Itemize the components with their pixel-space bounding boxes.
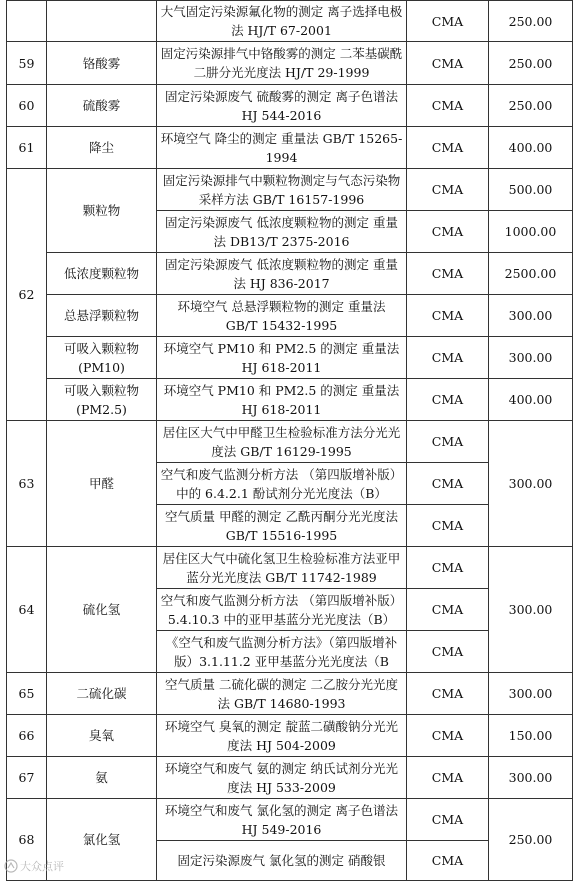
table-row: [7, 715, 573, 757]
certification: CMA: [407, 673, 489, 715]
table-row: [7, 295, 573, 337]
certification: CMA: [407, 379, 489, 421]
method-standard: 固定污染源废气 低浓度颗粒物的测定 重量法 DB13/T 2375-2016: [157, 211, 407, 253]
method-standard: 居住区大气中甲醛卫生检验标准方法分光光度法 GB/T 16129-1995: [157, 421, 407, 463]
item-name: 氨: [47, 757, 157, 799]
item-name: 甲醛: [47, 421, 157, 547]
certification: CMA: [407, 505, 489, 547]
method-standard: 固定污染源排气中铬酸雾的测定 二苯基碳酰二肼分光光度法 HJ/T 29-1999: [157, 42, 407, 85]
item-name: 可吸入颗粒物(PM2.5): [47, 379, 157, 421]
table-row: [7, 547, 573, 589]
method-standard: 大气固定污染源氟化物的测定 离子选择电极法 HJ/T 67-2001: [157, 1, 407, 42]
method-standard: 空气和废气监测分析方法 （第四版增补版）中的 6.4.2.1 酚试剂分光光度法（B）: [157, 463, 407, 505]
item-name: 二硫化碳: [47, 673, 157, 715]
fee: 2500.00: [489, 253, 573, 295]
certification: CMA: [407, 42, 489, 85]
certification: CMA: [407, 631, 489, 673]
fee: 400.00: [489, 127, 573, 169]
certification: CMA: [407, 589, 489, 631]
method-standard: 环境空气 降尘的测定 重量法 GB/T 15265-1994: [157, 127, 407, 169]
item-name: 低浓度颗粒物: [47, 253, 157, 295]
item-name: 硫化氢: [47, 547, 157, 673]
fee: 300.00: [489, 673, 573, 715]
certification: CMA: [407, 421, 489, 463]
item-number: 68: [7, 799, 47, 881]
method-standard: 环境空气 臭氧的测定 靛蓝二磺酸钠分光光度法 HJ 504-2009: [157, 715, 407, 757]
method-standard: 空气质量 甲醛的测定 乙酰丙酮分光光度法 GB/T 15516-1995: [157, 505, 407, 547]
fee: 250.00: [489, 1, 573, 42]
table-row: [7, 169, 573, 211]
fee: 150.00: [489, 715, 573, 757]
fee: 300.00: [489, 547, 573, 673]
method-standard: 环境空气 PM10 和 PM2.5 的测定 重量法 HJ 618-2011: [157, 337, 407, 379]
fee: 300.00: [489, 421, 573, 547]
table-row: [7, 421, 573, 463]
method-standard: 空气和废气监测分析方法 （第四版增补版）5.4.10.3 中的亚甲基蓝分光光度法（B）: [157, 589, 407, 631]
item-name: 颗粒物: [47, 169, 157, 253]
item-number: 66: [7, 715, 47, 757]
certification: CMA: [407, 799, 489, 841]
item-number: [7, 1, 47, 42]
method-standard: 空气质量 二硫化碳的测定 二乙胺分光光度法 GB/T 14680-1993: [157, 673, 407, 715]
item-name: 可吸入颗粒物(PM10): [47, 337, 157, 379]
testing-fee-table: [6, 0, 573, 881]
certification: CMA: [407, 253, 489, 295]
method-standard: 环境空气和废气 氯化氢的测定 离子色谱法 HJ 549-2016: [157, 799, 407, 841]
method-standard: 居住区大气中硫化氢卫生检验标准方法亚甲蓝分光光度法 GB/T 11742-1989: [157, 547, 407, 589]
fee: 250.00: [489, 85, 573, 127]
item-name: 硫酸雾: [47, 85, 157, 127]
item-number: 65: [7, 673, 47, 715]
fee: 300.00: [489, 757, 573, 799]
item-name: 总悬浮颗粒物: [47, 295, 157, 337]
certification: CMA: [407, 85, 489, 127]
watermark-text: 大众点评: [20, 860, 64, 873]
fee: 1000.00: [489, 211, 573, 253]
table-row: [7, 799, 573, 841]
price-table-page: [6, 0, 573, 881]
item-number: 60: [7, 85, 47, 127]
certification: CMA: [407, 169, 489, 211]
method-standard: 固定污染源排气中颗粒物测定与气态污染物采样方法 GB/T 16157-1996: [157, 169, 407, 211]
method-standard: 固定污染源废气 硫酸雾的测定 离子色谱法 HJ 544-2016: [157, 85, 407, 127]
method-standard: 环境空气 PM10 和 PM2.5 的测定 重量法 HJ 618-2011: [157, 379, 407, 421]
method-standard: 《空气和废气监测分析方法》（第四版增补版）3.1.11.2 亚甲基蓝分光光度法（B: [157, 631, 407, 673]
certification: CMA: [407, 757, 489, 799]
certification: CMA: [407, 211, 489, 253]
fee: 500.00: [489, 169, 573, 211]
table-row: [7, 42, 573, 85]
table-row: [7, 757, 573, 799]
item-name: 铬酸雾: [47, 42, 157, 85]
fee: 250.00: [489, 42, 573, 85]
item-name: [47, 1, 157, 42]
certification: CMA: [407, 715, 489, 757]
item-number: 67: [7, 757, 47, 799]
item-number: 64: [7, 547, 47, 673]
method-standard: 环境空气和废气 氨的测定 纳氏试剂分光光度法 HJ 533-2009: [157, 757, 407, 799]
item-name: 氯化氢: [47, 799, 157, 881]
certification: CMA: [407, 463, 489, 505]
certification: CMA: [407, 127, 489, 169]
table-row: [7, 85, 573, 127]
item-number: 63: [7, 421, 47, 547]
table-row: [7, 253, 573, 295]
method-standard: 固定污染源废气 低浓度颗粒物的测定 重量法 HJ 836-2017: [157, 253, 407, 295]
method-standard: 环境空气 总悬浮颗粒物的测定 重量法 GB/T 15432-1995: [157, 295, 407, 337]
item-name: 臭氧: [47, 715, 157, 757]
fee: 250.00: [489, 799, 573, 881]
method-standard: 固定污染源废气 氯化氢的测定 硝酸银: [157, 841, 407, 881]
fee: 300.00: [489, 295, 573, 337]
fee: 400.00: [489, 379, 573, 421]
watermark: [4, 858, 64, 874]
item-number: 62: [7, 169, 47, 421]
fee: 300.00: [489, 337, 573, 379]
certification: CMA: [407, 841, 489, 881]
certification: CMA: [407, 295, 489, 337]
item-number: 61: [7, 127, 47, 169]
certification: CMA: [407, 1, 489, 42]
certification: CMA: [407, 547, 489, 589]
table-row: [7, 337, 573, 379]
table-row: [7, 379, 573, 421]
watermark-logo-icon: [4, 859, 18, 873]
table-row: [7, 1, 573, 42]
item-number: 59: [7, 42, 47, 85]
table-row: [7, 673, 573, 715]
item-name: 降尘: [47, 127, 157, 169]
table-row: [7, 127, 573, 169]
certification: CMA: [407, 337, 489, 379]
